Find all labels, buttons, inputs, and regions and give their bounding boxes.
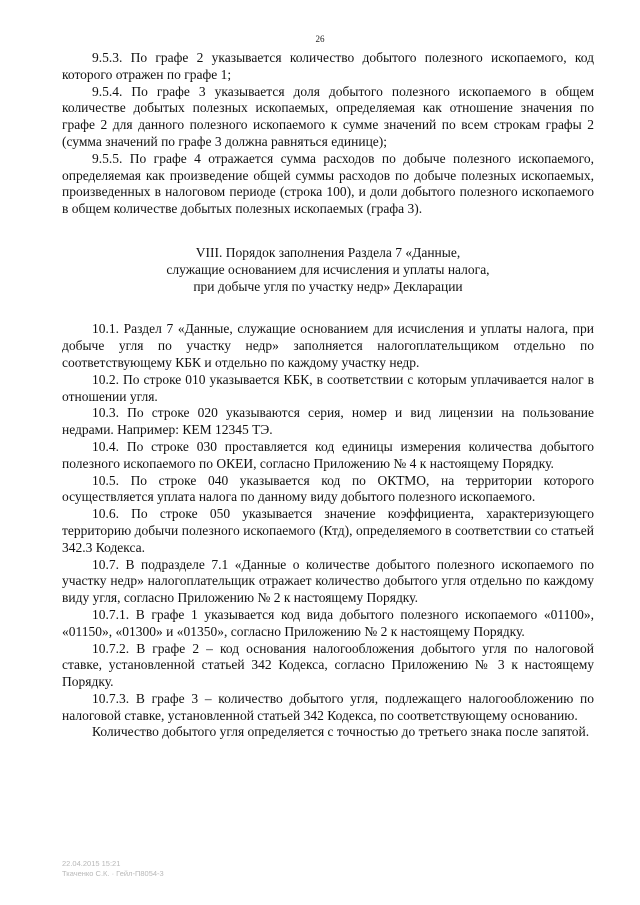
- print-footer: [62, 859, 164, 879]
- paragraph-9-5-4: 9.5.4. По графе 3 указывается доля добытого полезного ископаемого в общем количестве добытых полезных ископаемых, определяемая как отношение значения по графе 2 для данного полезного ископаемого к сумме значений по всем строкам графы 2 (сумма значений по графе 3 должна равняться единице);: [62, 83, 594, 149]
- print-author: Ткаченко С.К. · Гейл-П8054-3: [62, 869, 164, 878]
- paragraph-10-5: 10.5. По строке 040 указывается код по ОКТМО, на территории которого осуществляется уплата налога по данному виду добытого полезного ископаемого.: [62, 472, 594, 505]
- document-body: [62, 50, 594, 741]
- paragraph-10-7-2: 10.7.2. В графе 2 – код основания налогообложения добытого угля по налоговой ставке, установленной статьей 342 Кодекса, согласно Приложению № 3 к настоящему Порядку.: [62, 640, 594, 690]
- section-heading-line: при добыче угля по участку недр» Декларации: [193, 278, 463, 294]
- page-number: 26: [315, 34, 325, 44]
- paragraph-10-7: 10.7. В подразделе 7.1 «Данные о количестве добытого полезного ископаемого по участку недр» налогоплательщик отражает количество добытого угля отдельно по каждому виду угля, согласно Приложению № 2 к настоящему Порядку.: [62, 556, 594, 606]
- paragraph-10-7-1: 10.7.1. В графе 1 указывается код вида добытого полезного ископаемого «01100», «01150», «01300» и «01350», согласно Приложению № 2 к настоящему Порядку.: [62, 606, 594, 639]
- paragraph-10-7-3: 10.7.3. В графе 3 – количество добытого угля, подлежащего налогообложению по налоговой ставке, установленной статьей 342 Кодекса, по соответствующему основанию.: [62, 690, 594, 723]
- paragraph-coal-precision: Количество добытого угля определяется с точностью до третьего знака после запятой.: [92, 724, 590, 740]
- paragraph-10-4: 10.4. По строке 030 проставляется код единицы измерения количества добытого полезного ископаемого по ОКЕИ, согласно Приложению № 4 к настоящему Порядку.: [62, 438, 594, 471]
- section-heading-line: служащие основанием для исчисления и уплаты налога,: [166, 261, 490, 277]
- section-heading-line: VIII. Порядок заполнения Раздела 7 «Данные,: [195, 244, 461, 260]
- paragraph-9-5-3: 9.5.3. По графе 2 указывается количество добытого полезного ископаемого, код которого отражен по графе 1;: [62, 50, 594, 82]
- paragraph-10-2: 10.2. По строке 010 указывается КБК, в соответствии с которым уплачивается налог в отношении угля.: [62, 371, 594, 404]
- paragraph-10-1: 10.1. Раздел 7 «Данные, служащие основанием для исчисления и уплаты налога, при добыче угля по участку недр» заполняется налогоплательщиком отдельно по соответствующему КБК и отдельно по каждому участку недр.: [62, 321, 594, 370]
- paragraph-10-3: 10.3. По строке 020 указываются серия, номер и вид лицензии на пользование недрами. Например: КЕМ 12345 ТЭ.: [62, 405, 594, 438]
- paragraph-9-5-5: 9.5.5. По графе 4 отражается сумма расходов по добыче полезного ископаемого, определяемая как произведение общей суммы расходов по добыче полезных ископаемых, произведенных в налоговом периоде (строка 100), и доли добытого полезного ископаемого в общем количестве добытых полезных ископаемых (графа 3).: [62, 150, 594, 217]
- print-timestamp: 22.04.2015 15:21: [62, 859, 121, 868]
- paragraph-10-6: 10.6. По строке 050 указывается значение коэффициента, характеризующего территорию добычи полезного ископаемого (Ктд), определяемого в соответствии со статьей 342.3 Кодекса.: [62, 506, 594, 555]
- section-heading: [62, 245, 594, 295]
